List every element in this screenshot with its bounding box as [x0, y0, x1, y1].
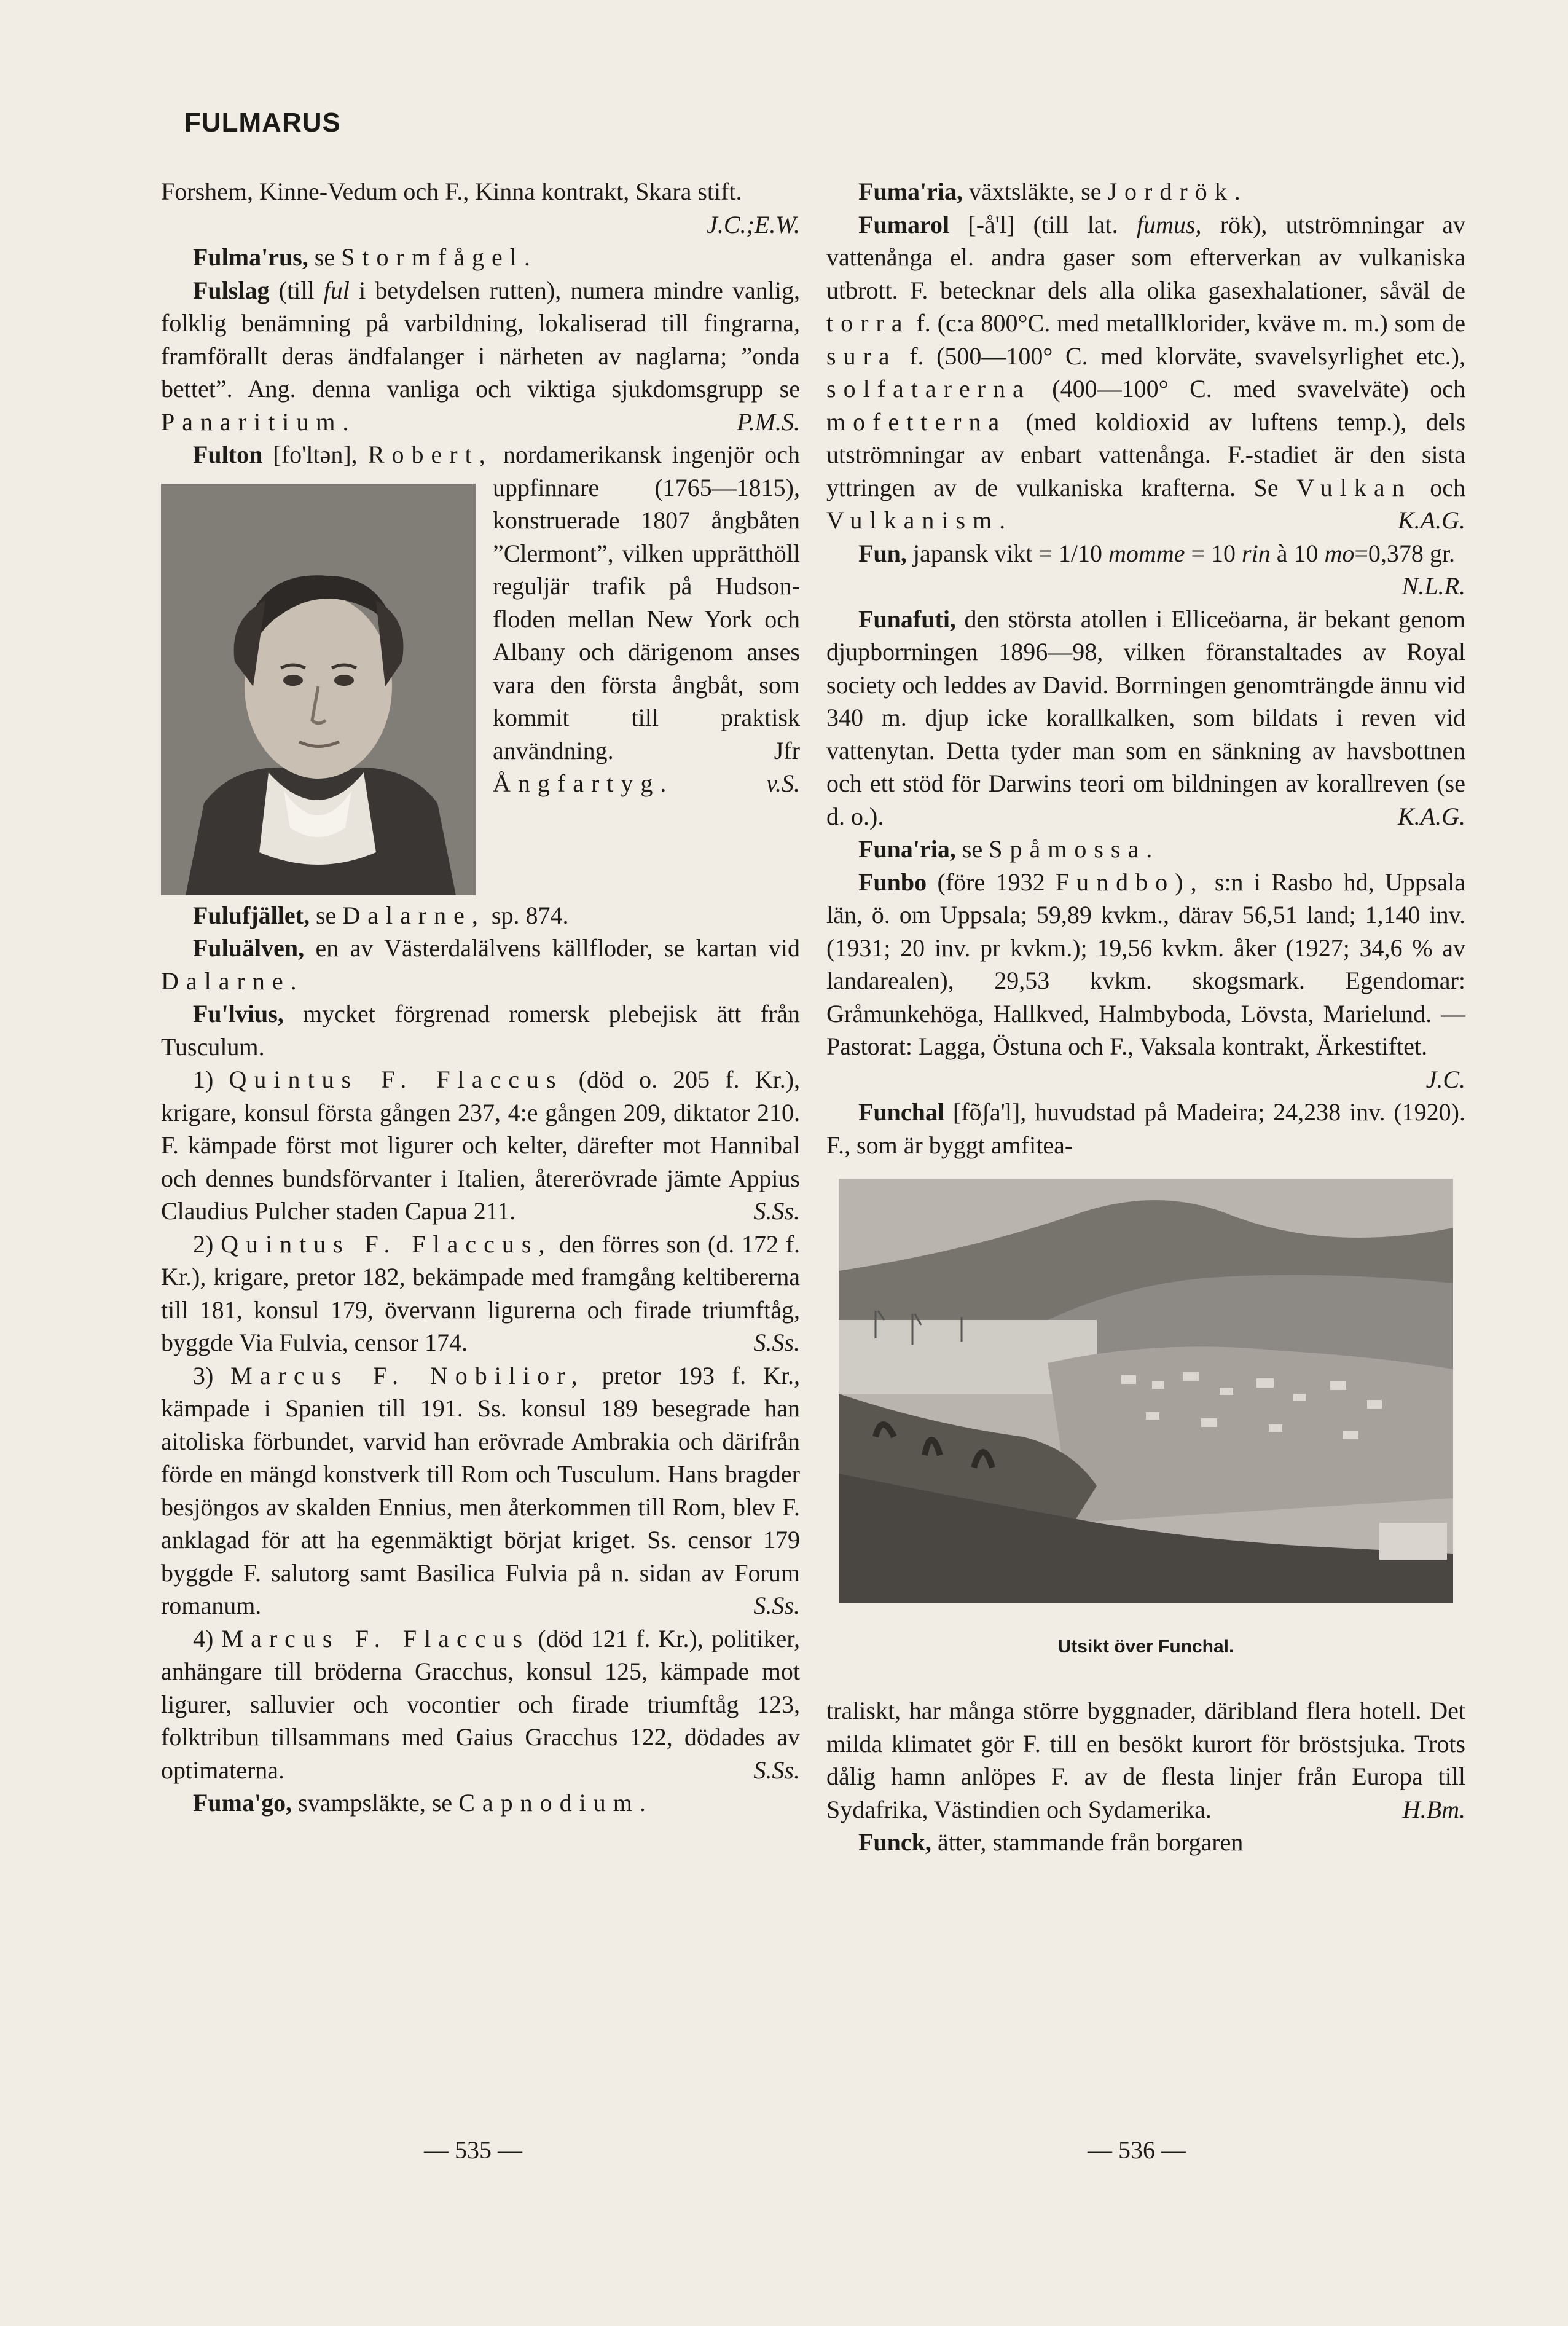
- running-head: FULMARUS: [184, 108, 341, 138]
- author-signature: K.A.G.: [1398, 506, 1465, 534]
- headword: Fulufjället,: [193, 901, 310, 929]
- headword: Fumarol: [858, 210, 950, 238]
- entry-fumarol: [826, 208, 1465, 537]
- subentry-fulvius-1: [161, 1063, 800, 1228]
- headword: Fuma'go,: [193, 1789, 292, 1817]
- subentry-fulvius-2: [161, 1228, 800, 1359]
- entry-text: se: [962, 835, 983, 863]
- entry-text: den största atollen i Elliceöarna, är bekant genom djupborrningen 1896—98, vilken föranstaltades av Royal society och leddes av David. Borrningen genomträngde ännu vid 340 m. djup icke korallkalken, som bildats i reven vid vattenytan. Detta tyder man som en sänkning av havsbottnen och ett stöd för Darwins teori om bildningen av korallreven (se d. o.).: [826, 605, 1465, 830]
- entry-text: den förres son (d. 172 f. Kr.), krigare, pretor 182, bekämpade med framgång keltibererna till 181, konsul 179, övervann ligurerna och firade triumftåg, byggde Via Fulvia, censor 174.: [161, 1230, 801, 1356]
- pronunciation: [fo'ltən],: [273, 441, 358, 468]
- entry-text: nordamerikansk ingenjör och uppfinnare (1765—1815), konstruerade 1807 ångbåten ”Clermont”, vilken upprätthöll reguljär trafik på Hudson-floden mellan New York och Albany och därigenom anses vara den första ångbåt, som kommit till praktisk användning. Jfr: [493, 441, 800, 764]
- entry-text: mycket förgrenad romersk plebejisk ätt från Tusculum.: [161, 1000, 801, 1061]
- entry-fulufjallet: [161, 899, 800, 932]
- page-number-left: — 535 —: [424, 2136, 522, 2164]
- author-signature: S.Ss.: [753, 1329, 800, 1356]
- entry-funchal-continued: [826, 1694, 1465, 1826]
- cross-reference: Vulkanism.: [826, 506, 1013, 534]
- spaced-term: sura: [826, 342, 897, 370]
- entry-italic: rin: [1242, 539, 1271, 567]
- subentry-fulvius-4: [161, 1622, 800, 1787]
- entry-text: en av Västerdalälvens källfloder, se kartan vid: [315, 934, 801, 962]
- entry-funchal: [826, 1096, 1465, 1161]
- entry-text: [-å'l] (till lat.: [968, 210, 1118, 238]
- fulton-portrait-image: [161, 484, 476, 895]
- author-signature: J.C.;E.W.: [707, 210, 800, 238]
- photo-caption: Utsikt över Funchal.: [1057, 1636, 1234, 1657]
- person-name: Marcus F. Flaccus: [221, 1624, 530, 1652]
- headword: Funafuti,: [858, 605, 956, 633]
- person-name: Robert,: [367, 441, 493, 468]
- entry-fun: [826, 537, 1465, 603]
- headword: Fulslag: [193, 276, 270, 304]
- entry-text: och: [1430, 473, 1466, 501]
- headword: Fulton: [193, 441, 263, 468]
- cross-reference: Stormfågel.: [341, 243, 538, 271]
- headword: Funck,: [858, 1828, 931, 1856]
- entry-italic: fumus,: [1136, 210, 1202, 238]
- entry-fulton: [161, 438, 800, 899]
- entry-italic: momme: [1108, 539, 1185, 567]
- spaced-term: solfatarerna: [826, 375, 1031, 403]
- entry-text: (död 121 f. Kr.), politiker, anhängare till bröderna Gracchus, konsul 125, kämpade mot ligurer, salluvier och vocontier och firade triumftåg 123, folktribun tillsammans med Gaius Gracchus 122, dödades av optimaterna.: [161, 1624, 801, 1784]
- entry-text: f. (500—100° C. med klorväte, svavelsyrlighet etc.),: [909, 342, 1465, 370]
- subentry-number: 2): [193, 1230, 214, 1258]
- funchal-photo-image: [839, 1179, 1453, 1603]
- headword: Funbo: [858, 868, 927, 896]
- person-name: Marcus F. Nobilior,: [230, 1361, 585, 1389]
- portrait-illustration: [161, 484, 476, 895]
- cross-reference: Jordrök.: [1107, 178, 1248, 205]
- entry-italic: mo: [1324, 539, 1355, 567]
- entry-text: växtsläkte, se: [968, 178, 1102, 205]
- left-column: [161, 175, 800, 1820]
- entry-text: s:n i Rasbo hd, Uppsala län, ö. om Uppsala; 59,89 kvkm., därav 56,51 land; 1,140 inv. (1931; 20 inv. pr kvkm.); 19,56 kvkm. åker (1927; 34,6 % av landarealen), 29,53 kvkm. skogsmark. Egendomar: Gråmunkehöga, Hallkved, Halmbyboda, Lövsta, Marielund. — Pastorat: Lagga, Östuna och F., Vaksala kontrakt, Ärkestiftet.: [826, 868, 1466, 1060]
- entry-text: à 10: [1276, 539, 1319, 567]
- entry-text: i betydelsen rutten), numera mindre vanlig, folklig benämning på varbildning, lokaliserad till fingrarna, framförallt deras ändfalanger i närheten av naglarna; ”onda bettet”. Ang. denna vanliga och viktiga sjukdomsgrupp se: [161, 276, 801, 403]
- cross-reference: Panaritium.: [161, 407, 356, 436]
- spaced-term: Fundbo),: [1055, 868, 1204, 896]
- subentry-number: 3): [193, 1361, 214, 1389]
- person-name: Quintus F. Flaccus,: [221, 1230, 552, 1258]
- entry-fulslag: [161, 274, 800, 439]
- entry-text: sp. 874.: [491, 901, 569, 929]
- person-name: Quintus F. Flaccus: [229, 1066, 563, 1093]
- entry-text: = 10: [1191, 539, 1236, 567]
- cross-reference: Spåmossa.: [989, 835, 1160, 863]
- spaced-term: torra: [826, 309, 910, 337]
- entry-text: (400—100° C. med svavelväte) och: [1052, 375, 1466, 403]
- author-signature: P.M.S.: [737, 407, 800, 436]
- entry-text: (till: [278, 276, 315, 304]
- author-signature: S.Ss.: [753, 1197, 800, 1225]
- entry-text: traliskt, har många större byggnader, däribland flera hotell. Det milda klimatet gör F. till en besökt kurort för bröstsjuka. Trots dålig hamn anlöpes F. av de flesta linjer från Europa till Sydafrika, Västindien och Sydamerika.: [826, 1697, 1465, 1823]
- entry-text: Forshem, Kinne-Vedum och F., Kinna kontrakt, Skara stift.: [161, 178, 742, 205]
- entry-text: (med koldioxid av luftens temp.), dels utströmningar av enbart vattenånga. F.-stadiet är den sista yttringen av de vulkaniska krafterna. Se: [826, 407, 1466, 501]
- spaced-term: mofetterna: [826, 407, 1007, 436]
- entry-funbo: [826, 866, 1465, 1096]
- headword: Fu'lvius,: [193, 1000, 284, 1027]
- entry-fuluälven: [161, 932, 800, 997]
- subentry-fulvius-3: [161, 1359, 800, 1622]
- cross-reference: Vulkan: [1296, 473, 1412, 501]
- entry-text: (före 1932: [937, 868, 1045, 896]
- entry-text: se: [315, 901, 337, 929]
- entry-forshem-continuation: [161, 175, 800, 241]
- entry-text: svampsläkte, se: [298, 1789, 453, 1817]
- right-column: [826, 175, 1465, 1859]
- author-signature: S.Ss.: [753, 1756, 800, 1784]
- cross-reference: Capnodium.: [458, 1789, 653, 1817]
- subentry-number: 1): [193, 1066, 214, 1093]
- entry-text: (död o. 205 f. Kr.), krigare, konsul första gången 237, 4:e gången 209, diktator 210. F. kämpade först mot ligurer och kelter, därefter mot Hannibal och dennes bundsförvanter i Italien, återerövrade jämte Appius Claudius Pulcher staden Capua 211.: [161, 1066, 801, 1225]
- cross-reference: Dalarne,: [342, 901, 485, 929]
- entry-fumaria: [826, 175, 1465, 208]
- headword: Fuluälven,: [193, 934, 305, 962]
- author-signature: v.S.: [766, 769, 800, 797]
- entry-funck: [826, 1826, 1465, 1859]
- entry-fulvius: [161, 997, 800, 1063]
- author-signature: J.C.: [1425, 1065, 1465, 1093]
- entry-italic: ful: [323, 276, 350, 304]
- author-signature: S.Ss.: [753, 1592, 800, 1619]
- headword: Funchal: [858, 1098, 945, 1126]
- headword: Fuma'ria,: [858, 178, 963, 205]
- entry-text: =0,378 gr.: [1354, 539, 1456, 567]
- entry-funafuti: [826, 603, 1465, 833]
- entry-fulmarus: [161, 241, 800, 274]
- entry-funaria: [826, 833, 1465, 866]
- page-number-right: — 536 —: [1088, 2136, 1186, 2164]
- author-signature: K.A.G.: [1398, 802, 1465, 830]
- funchal-landscape-illustration: [839, 1179, 1453, 1603]
- entry-text: rök), utströmningar av vattenånga el. andra gaser som efterverkan av vulkaniska utbrott. F. betecknar dels alla olika gasexhalationer, såväl de: [826, 210, 1466, 304]
- entry-text: pretor 193 f. Kr., kämpade i Spanien till 191. Ss. konsul 189 besegrade han aitoliska förbundet, varvid han erövrade Ambrakia och därifrån förde en mängd konstverk till Rom och Tusculum. Hans bragder besjöngos av skalden Ennius, men återkommen till Rom, blev F. anklagad för att ha egenmäktigt börjat kriget. Ss. censor 179 byggde F. salutorg samt Basilica Fulvia på n. sidan av Forum romanum.: [161, 1361, 801, 1619]
- entry-text: se: [314, 243, 335, 271]
- entry-fumago: [161, 1786, 800, 1820]
- headword: Funa'ria,: [858, 835, 956, 863]
- author-signature: N.L.R.: [1401, 572, 1465, 600]
- entry-text: f. (c:a 800°C. med metallklorider, kväve m. m.) som de: [916, 309, 1465, 337]
- cross-reference: Ångfartyg.: [493, 769, 674, 797]
- author-signature: H.Bm.: [1402, 1795, 1465, 1823]
- entry-text: japansk vikt =: [912, 539, 1059, 567]
- entry-text: [fõʃa'l], huvudstad på Madeira; 24,238 inv. (1920). F., som är byggt amfitea-: [826, 1098, 1466, 1159]
- subentry-number: 4): [193, 1624, 214, 1652]
- entry-text: ätter, stammande från borgaren: [937, 1828, 1244, 1856]
- cross-reference: Dalarne.: [161, 967, 304, 995]
- fraction: 1/10: [1058, 539, 1103, 567]
- headword: Fun,: [858, 539, 907, 567]
- headword: Fulma'rus,: [193, 243, 308, 271]
